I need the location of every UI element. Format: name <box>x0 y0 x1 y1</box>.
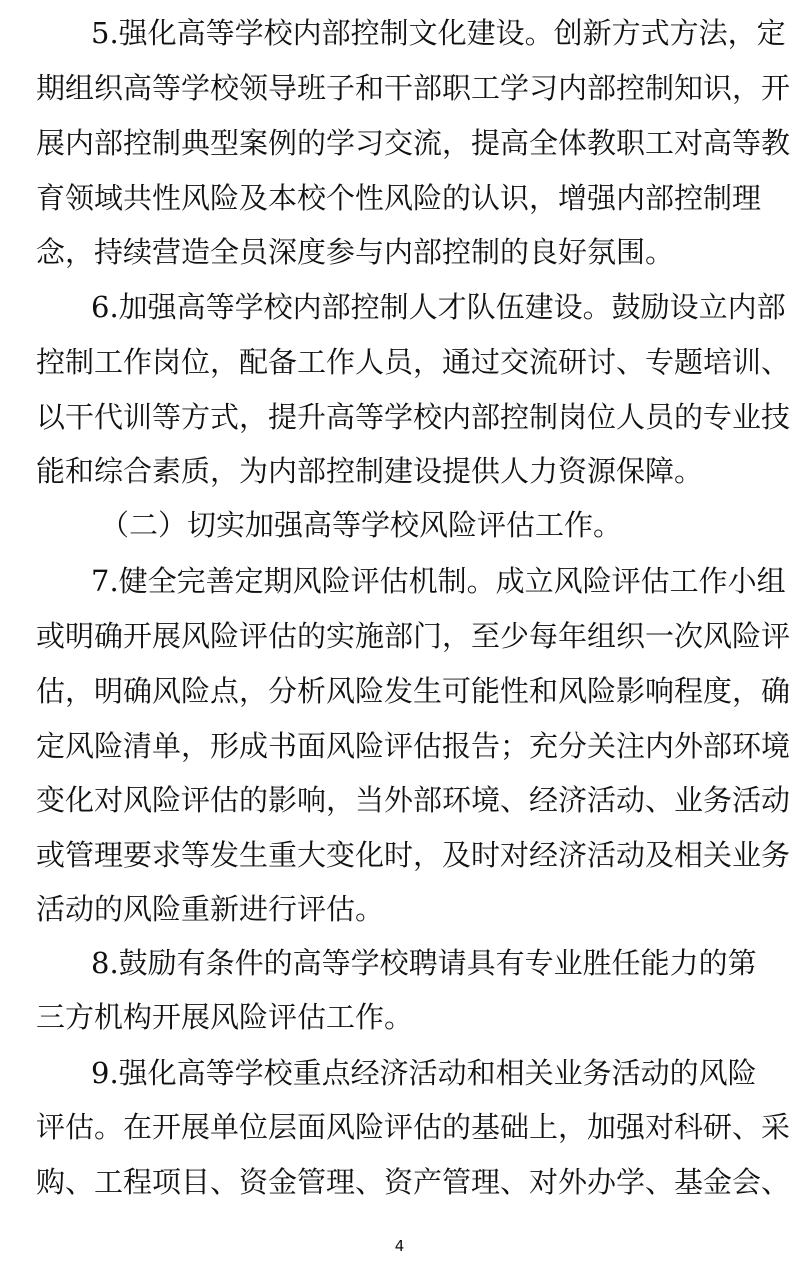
paragraph-7-line-5: 变化对风险评估的影响，当外部环境、经济活动、业务活动 <box>36 783 791 817</box>
paragraph-7-line-2: 或明确开展风险评估的实施部门，至少每年组织一次风险评 <box>36 619 791 653</box>
paragraph-9-line-2: 评估。在开展单位层面风险评估的基础上，加强对科研、采 <box>36 1110 791 1144</box>
paragraph-6-line-1: 6.加强高等学校内部控制人才队伍建设。鼓励设立内部 <box>91 290 786 324</box>
paragraph-5-line-4: 育领域共性风险及本校个性风险的认识，增强内部控制理 <box>36 181 762 215</box>
page-number: 4 <box>394 1237 405 1255</box>
paragraph-9-line-1: 9.强化高等学校重点经济活动和相关业务活动的风险 <box>91 1056 757 1090</box>
paragraph-5-line-1: 5.强化高等学校内部控制文化建设。创新方式方法，定 <box>91 16 786 50</box>
paragraph-7-line-6: 或管理要求等发生重大变化时，及时对经济活动及相关业务 <box>36 838 791 872</box>
paragraph-8-line-2: 三方机构开展风险评估工作。 <box>36 1000 414 1034</box>
paragraph-7-line-3: 估，明确风险点，分析风险发生可能性和风险影响程度，确 <box>36 674 791 708</box>
paragraph-5-line-2: 期组织高等学校领导班子和干部职工学习内部控制知识，开 <box>36 71 791 105</box>
paragraph-6-line-2: 控制工作岗位，配备工作人员，通过交流研讨、专题培训、 <box>36 345 791 379</box>
paragraph-7-line-1: 7.健全完善定期风险评估机制。成立风险评估工作小组 <box>91 564 786 598</box>
paragraph-6-line-3: 以干代训等方式，提升高等学校内部控制岗位人员的专业技 <box>36 400 791 434</box>
paragraph-7-line-7: 活动的风险重新进行评估。 <box>36 892 385 926</box>
paragraph-8-line-1: 8.鼓励有条件的高等学校聘请具有专业胜任能力的第 <box>91 946 757 980</box>
paragraph-7-line-4: 定风险清单，形成书面风险评估报告；充分关注内外部环境 <box>36 729 791 763</box>
paragraph-6-line-4: 能和综合素质，为内部控制建设提供人力资源保障。 <box>36 454 704 488</box>
paragraph-5-line-3: 展内部控制典型案例的学习交流，提高全体教职工对高等教 <box>36 126 791 160</box>
paragraph-9-line-3: 购、工程项目、资金管理、资产管理、对外办学、基金会、 <box>36 1165 791 1199</box>
section-heading: （二）切实加强高等学校风险评估工作。 <box>100 508 623 542</box>
paragraph-5-line-5: 念，持续营造全员深度参与内部控制的良好氛围。 <box>36 235 675 269</box>
